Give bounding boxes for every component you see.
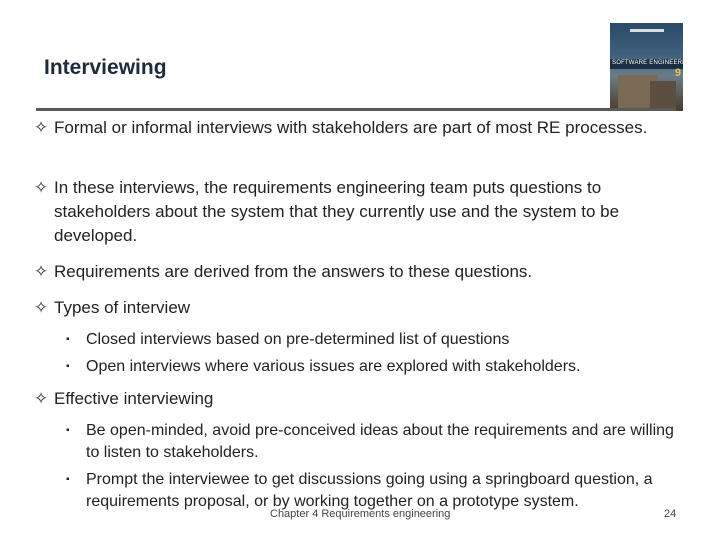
sub-bullet-text: Prompt the interviewee to get discussions going using a springboard question, a requirements proposal, or by working together on a prototype system. <box>86 471 653 510</box>
slide-footer: Chapter 4 Requirements engineering <box>270 508 451 520</box>
bullet-item <box>32 260 692 284</box>
cover-edition: 9 <box>674 67 681 79</box>
sub-bullet-text: Open interviews where various issues are explored with stakeholders. <box>86 358 581 375</box>
sub-bullet-item <box>66 329 686 351</box>
title-divider <box>36 108 676 111</box>
square-bullet-icon: ▪ <box>66 425 70 436</box>
cover-title: SOFTWARE ENGINEERING <box>612 60 694 66</box>
sub-bullet-item <box>66 469 686 513</box>
sub-bullet-text: Closed interviews based on pre-determined list of questions <box>86 331 510 348</box>
square-bullet-icon: ▪ <box>66 361 70 372</box>
sub-bullet-text: Be open-minded, avoid pre-conceived ideas about the requirements and are willing to listen to stakeholders. <box>86 422 674 461</box>
bullet-text: Effective interviewing <box>54 389 214 408</box>
slide-title: Interviewing <box>44 56 167 79</box>
page-number: 24 <box>664 508 677 520</box>
bullet-text: Formal or informal interviews with stakeholders are part of most RE processes. <box>54 118 648 137</box>
square-bullet-icon: ▪ <box>66 334 70 345</box>
cover-building-2 <box>650 81 676 111</box>
sub-bullet-item <box>66 420 686 464</box>
bullet-star-icon: ✧ <box>33 298 49 317</box>
bullet-star-icon: ✧ <box>33 262 49 281</box>
bullet-text: Requirements are derived from the answers to these questions. <box>54 262 533 281</box>
bullet-star-icon: ✧ <box>33 389 49 408</box>
book-cover-image <box>610 23 694 111</box>
cover-top-label <box>630 29 664 32</box>
bullet-star-icon: ✧ <box>33 118 49 137</box>
square-bullet-icon: ▪ <box>66 474 70 485</box>
bullet-star-icon: ✧ <box>33 178 49 197</box>
bullet-item <box>32 387 692 411</box>
sub-bullet-item <box>66 356 686 378</box>
bullet-item <box>32 116 692 140</box>
bullet-text: Types of interview <box>54 298 191 317</box>
bullet-item <box>32 296 692 320</box>
bullet-item <box>32 176 692 248</box>
bullet-text: In these interviews, the requirements engineering team puts questions to stakeholders about the system that they currently use and the system to be developed. <box>54 178 620 245</box>
